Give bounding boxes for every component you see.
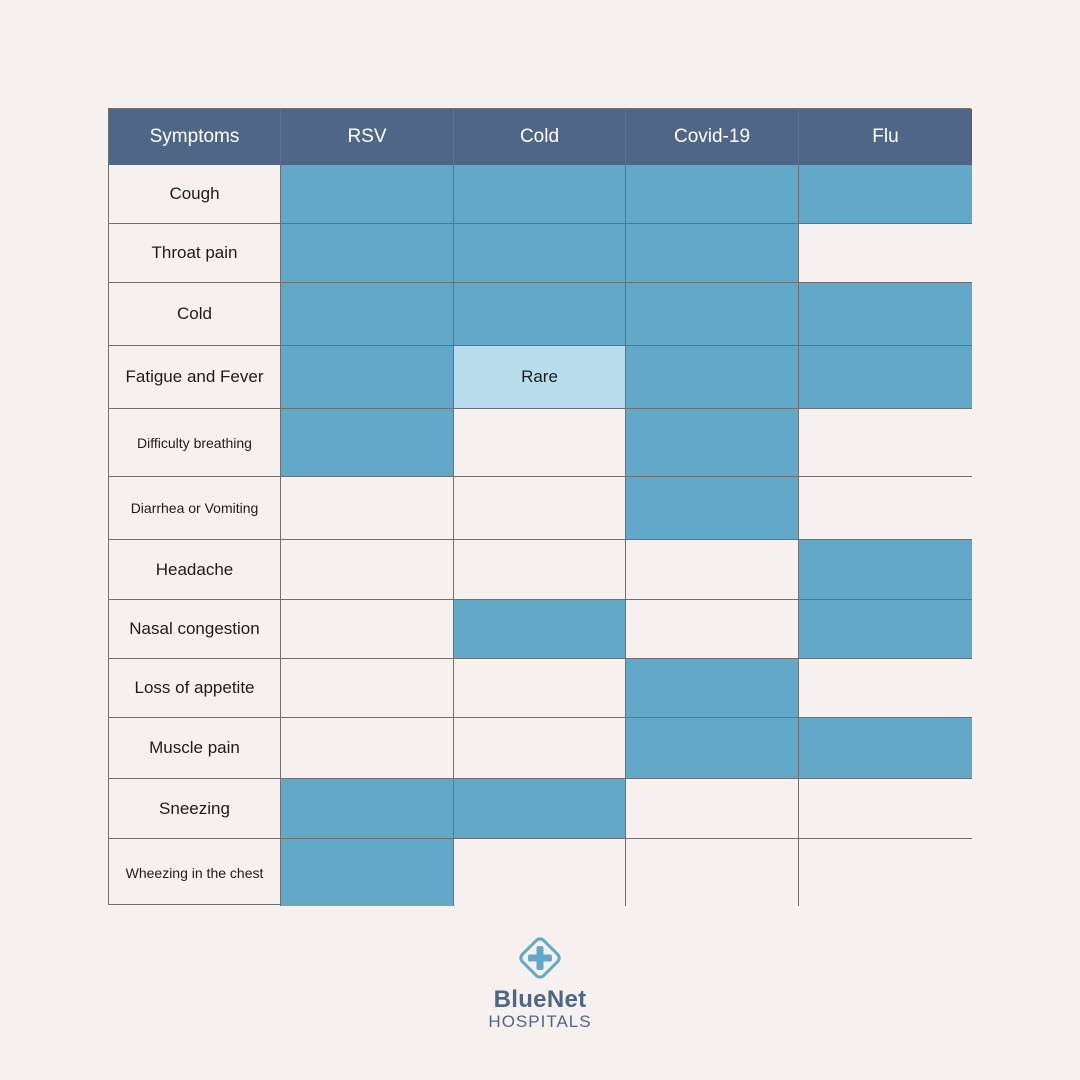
header-flu: Flu [799,109,972,165]
symptom-absent-cell [799,659,972,718]
symptom-present-cell [626,659,799,718]
symptom-label: Wheezing in the chest [109,839,281,906]
symptom-absent-cell [626,839,799,906]
symptom-present-cell [454,165,626,224]
symptom-present-cell [454,283,626,346]
symptom-present-cell [281,165,454,224]
symptom-label: Nasal congestion [109,600,281,659]
symptom-absent-cell [454,409,626,477]
symptom-present-cell [626,283,799,346]
symptom-label: Muscle pain [109,718,281,779]
symptom-present-cell [281,839,454,906]
symptom-label: Diarrhea or Vomiting [109,477,281,540]
symptom-present-cell [799,600,972,659]
symptom-present-cell [626,165,799,224]
brand-subtitle: HOSPITALS [488,1012,592,1031]
symptom-label: Fatigue and Fever [109,346,281,409]
symptom-present-cell [626,477,799,540]
symptom-present-cell [626,346,799,409]
medical-cross-icon [514,932,566,984]
brand-name: BlueNet [493,986,587,1013]
symptom-absent-cell [799,477,972,540]
symptom-present-cell [281,283,454,346]
symptom-present-cell [626,224,799,283]
symptom-present-cell [799,283,972,346]
symptom-label: Cough [109,165,281,224]
header-cold: Cold [454,109,626,165]
symptom-absent-cell [454,839,626,906]
symptom-present-cell [626,409,799,477]
symptom-absent-cell [281,600,454,659]
symptom-absent-cell [626,540,799,600]
symptom-present-cell [799,718,972,779]
symptom-absent-cell [626,600,799,659]
symptom-present-cell [799,346,972,409]
symptom-present-cell [454,224,626,283]
symptom-absent-cell [281,718,454,779]
symptom-absent-cell [799,839,972,906]
symptom-present-cell [799,165,972,224]
symptom-comparison-table [108,108,971,905]
symptom-absent-cell [799,409,972,477]
symptom-rare-cell: Rare [454,346,626,409]
symptom-absent-cell [454,477,626,540]
symptom-present-cell [281,409,454,477]
header-rsv: RSV [281,109,454,165]
symptom-absent-cell [799,224,972,283]
symptom-present-cell [281,346,454,409]
bluenet-logo [470,930,610,1040]
header-covid-19: Covid-19 [626,109,799,165]
symptom-label: Cold [109,283,281,346]
symptom-present-cell [281,224,454,283]
symptom-absent-cell [626,779,799,839]
symptom-present-cell [626,718,799,779]
symptom-absent-cell [281,540,454,600]
symptom-absent-cell [799,779,972,839]
symptom-present-cell [454,600,626,659]
symptom-absent-cell [454,718,626,779]
symptom-label: Headache [109,540,281,600]
symptom-present-cell [281,779,454,839]
header-symptoms: Symptoms [109,109,281,165]
symptom-label: Throat pain [109,224,281,283]
symptom-absent-cell [281,659,454,718]
symptom-absent-cell [454,540,626,600]
symptom-label: Difficulty breathing [109,409,281,477]
symptom-label: Loss of appetite [109,659,281,718]
symptom-label: Sneezing [109,779,281,839]
symptom-present-cell [799,540,972,600]
symptom-absent-cell [281,477,454,540]
symptom-present-cell [454,779,626,839]
symptom-absent-cell [454,659,626,718]
